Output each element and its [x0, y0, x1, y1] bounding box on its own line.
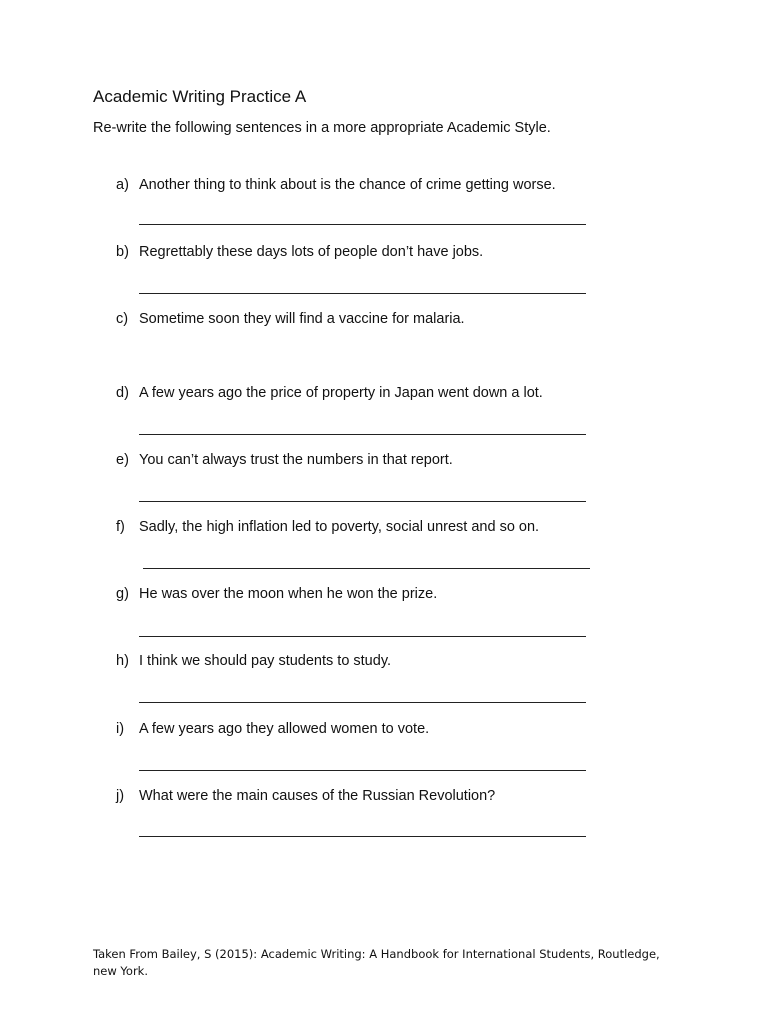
answer-line[interactable]: [139, 293, 586, 294]
item-letter: i): [116, 721, 125, 737]
source-citation: Taken From Bailey, S (2015): Academic Writing: A Handbook for International Students, Routledge, new York.: [93, 947, 660, 978]
instruction-text: Re-write the following sentences in a more appropriate Academic Style.: [93, 120, 551, 136]
item-sentence: What were the main causes of the Russian Revolution?: [139, 788, 496, 804]
item-letter: d): [116, 385, 129, 401]
answer-line[interactable]: [139, 770, 586, 771]
item-letter: a): [116, 177, 129, 193]
answer-line[interactable]: [139, 501, 586, 502]
item-letter: e): [116, 452, 129, 468]
item-sentence: Regrettably these days lots of people don’t have jobs.: [139, 244, 484, 260]
answer-line[interactable]: [139, 434, 586, 435]
answer-line[interactable]: [139, 224, 586, 225]
item-sentence: Another thing to think about is the chance of crime getting worse.: [139, 177, 556, 193]
item-letter: f): [116, 519, 125, 535]
item-sentence: A few years ago they allowed women to vote.: [139, 721, 430, 737]
item-letter: g): [116, 586, 129, 602]
item-sentence: I think we should pay students to study.: [139, 653, 392, 669]
item-letter: j): [116, 788, 125, 804]
item-sentence: He was over the moon when he won the prize.: [139, 586, 438, 602]
answer-line[interactable]: [139, 702, 586, 703]
answer-line[interactable]: [139, 636, 586, 637]
answer-line[interactable]: [139, 836, 586, 837]
item-letter: h): [116, 653, 129, 669]
answer-line[interactable]: [143, 568, 590, 569]
item-letter: c): [116, 311, 129, 327]
item-letter: b): [116, 244, 129, 260]
item-sentence: You can’t always trust the numbers in that report.: [139, 452, 453, 468]
item-sentence: Sometime soon they will find a vaccine for malaria.: [139, 311, 465, 327]
item-sentence: Sadly, the high inflation led to poverty, social unrest and so on.: [139, 519, 540, 535]
item-sentence: A few years ago the price of property in Japan went down a lot.: [139, 385, 543, 401]
page-title: Academic Writing Practice A: [93, 87, 307, 106]
